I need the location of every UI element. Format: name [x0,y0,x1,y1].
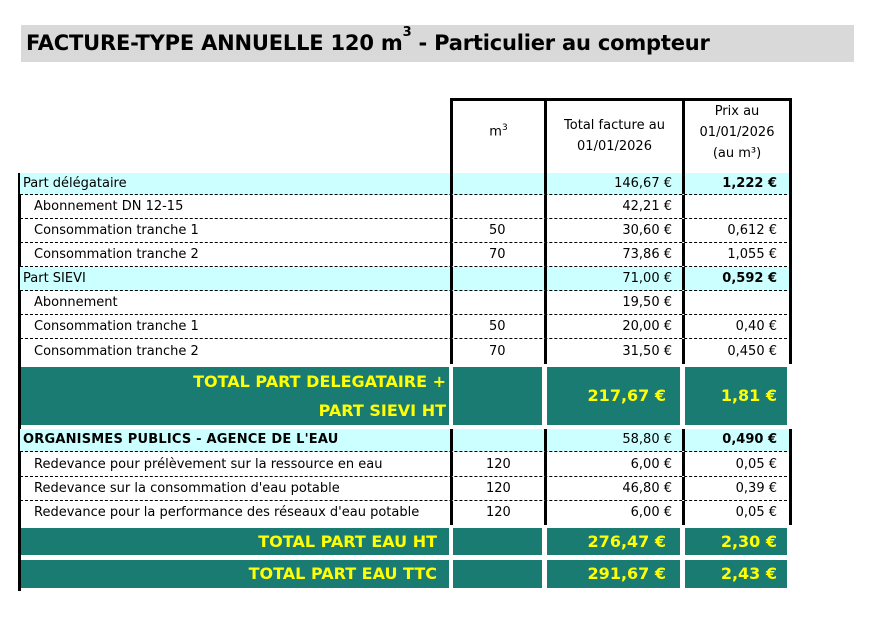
total-eau-ttc-label: TOTAL PART EAU TTC [21,560,449,588]
row-m3: 70 [450,339,544,364]
row-m3: 50 [450,219,544,242]
table-row [20,267,792,291]
table-row [20,339,792,364]
row-total: 73,86 € [544,243,682,266]
table-row [20,501,792,525]
row-total: 20,00 € [544,315,682,338]
row-total: 58,80 € [544,429,682,451]
row-label: Part délégataire [23,176,127,191]
total-eau-ht-prix: 2,30 € [685,528,787,555]
row-label: Redevance pour la performance des réseaux d'eau potable [34,505,420,520]
row-total: 31,50 € [544,339,682,364]
total-delegataire-sievi-prix: 1,81 € [685,367,787,425]
total-eau-ht-label: TOTAL PART EAU HT [21,528,449,555]
header-m3: $m^3$ [450,98,544,173]
row-total: 30,60 € [544,219,682,242]
table-row [20,477,792,501]
row-prix: 0,592 € [682,267,792,290]
total-delegataire-sievi-m3 [453,367,542,425]
row-m3: 70 [450,243,544,266]
table-row [20,243,792,267]
row-m3 [450,291,544,314]
row-label: Part SIEVI [23,271,86,286]
row-total: 46,80 € [544,477,682,500]
row-prix [682,195,792,218]
row-label: Consommation tranche 1 [34,319,199,334]
row-label: Consommation tranche 2 [34,344,199,359]
row-prix: 0,612 € [682,219,792,242]
row-prix: 1,222 € [682,173,792,194]
table-row [20,315,792,339]
total-eau-ttc-prix: 2,43 € [685,560,787,588]
row-m3 [450,429,544,451]
page-title: FACTURE-TYPE ANNUELLE 120 $m^3$ - Particulier au compteur [21,25,854,62]
row-label: Redevance sur la consommation d'eau potable [34,481,340,496]
row-prix: 0,39 € [682,477,792,500]
row-total: 146,67 € [544,173,682,194]
row-prix: 1,055 € [682,243,792,266]
header-prix: Prix au 01/01/2026 (au m³) [682,98,792,173]
row-m3: 120 [450,477,544,500]
row-prix [682,291,792,314]
row-prix: 0,450 € [682,339,792,364]
row-total: 19,50 € [544,291,682,314]
total-eau-ht-total: 276,47 € [547,528,680,555]
table-row [20,219,792,243]
row-m3 [450,195,544,218]
total-eau-ttc-total: 291,67 € [547,560,680,588]
row-m3 [450,173,544,194]
row-label: Consommation tranche 2 [34,247,199,262]
total-eau-ttc-m3 [453,560,542,588]
total-delegataire-sievi-total: 217,67 € [547,367,680,425]
row-m3: 120 [450,452,544,476]
row-total: 42,21 € [544,195,682,218]
row-prix: 0,05 € [682,501,792,525]
row-label: Consommation tranche 1 [34,223,199,238]
row-label: ORGANISMES PUBLICS - AGENCE DE L'EAU [23,432,339,447]
row-label: Abonnement [34,295,118,310]
row-total: 6,00 € [544,452,682,476]
table-row [20,291,792,315]
total-eau-ht-m3 [453,528,542,555]
row-label: Redevance pour prélèvement sur la ressource en eau [34,457,383,472]
table-row [20,429,792,452]
table-row [20,195,792,219]
row-label: Abonnement DN 12-15 [34,199,184,214]
row-prix: 0,40 € [682,315,792,338]
row-total: 6,00 € [544,501,682,525]
row-m3 [450,267,544,290]
row-prix: 0,490 € [682,429,792,451]
header-total: Total facture au 01/01/2026 [544,98,682,173]
total-delegataire-sievi-label: TOTAL PART DELEGATAIRE + PART SIEVI HT [21,367,449,425]
row-total: 71,00 € [544,267,682,290]
row-prix: 0,05 € [682,452,792,476]
table-row [20,173,792,195]
row-m3: 120 [450,501,544,525]
row-m3: 50 [450,315,544,338]
table-row [20,452,792,477]
